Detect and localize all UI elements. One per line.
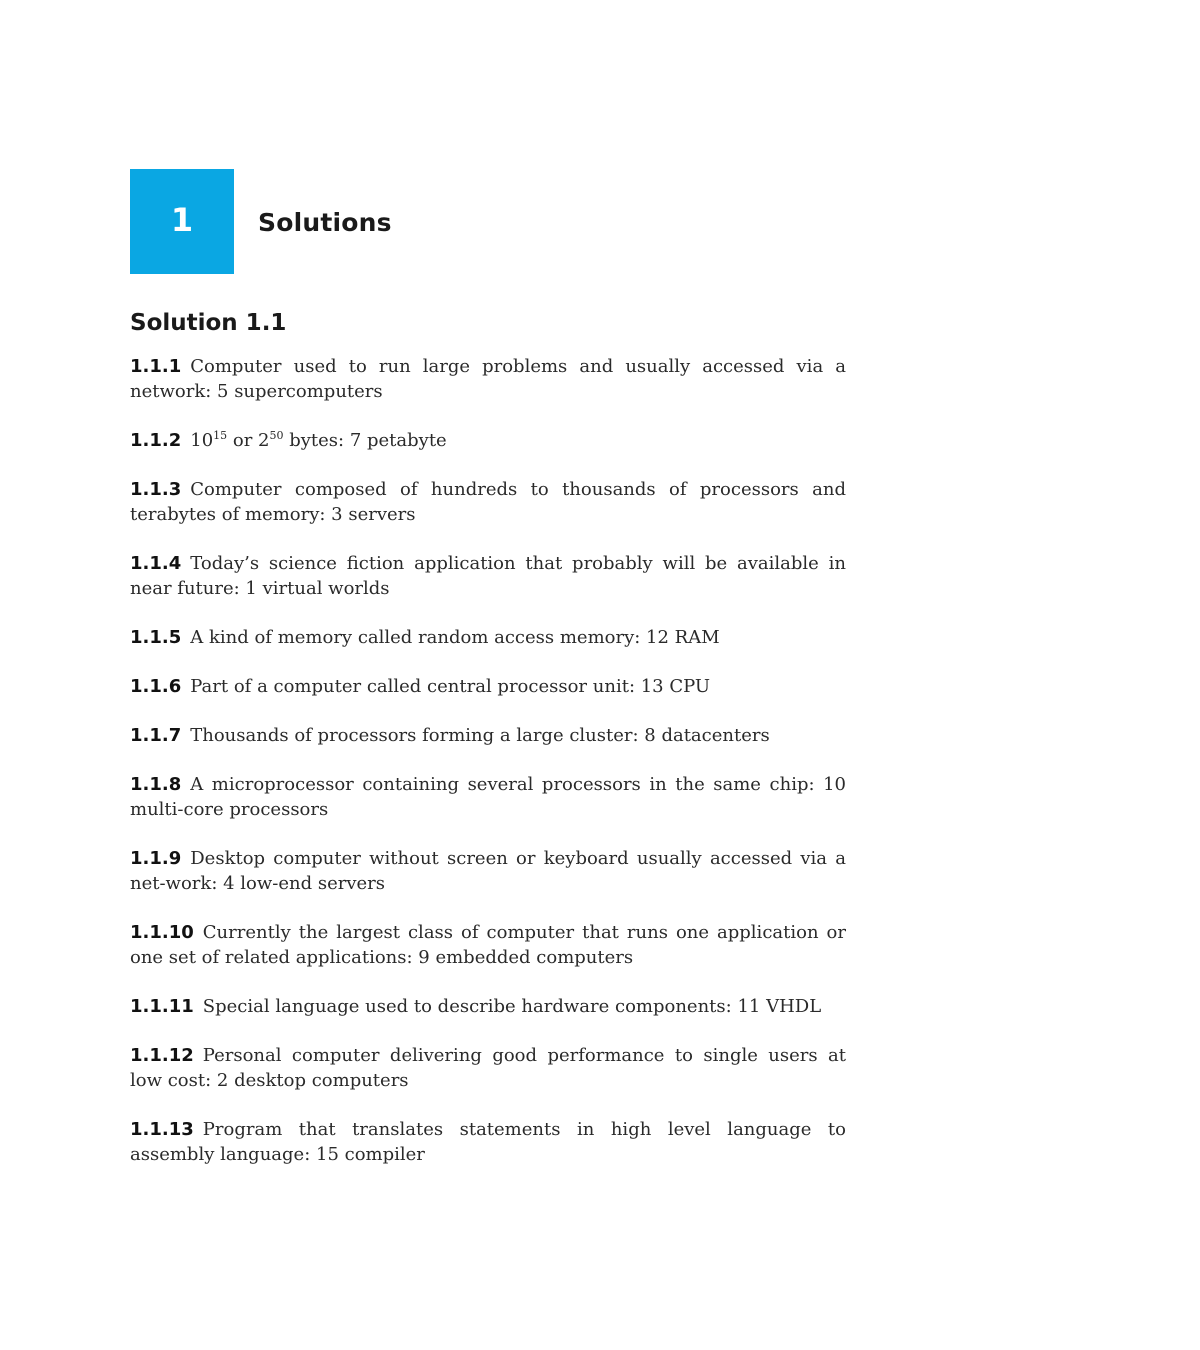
solution-number: 1.1.2 [130, 430, 182, 451]
solution-item [130, 551, 846, 601]
solution-text: Thousands of processors forming a large cluster: 8 datacenters [190, 725, 770, 746]
solution-text: A kind of memory called random access memory: 12 RAM [190, 627, 720, 648]
solution-number: 1.1.11 [130, 996, 194, 1017]
solution-item [130, 1117, 846, 1167]
chapter-title: Solutions [258, 208, 392, 237]
solution-text-mid: or 2 [227, 430, 270, 451]
solution-text: Desktop computer without screen or keyboard usually accessed via a net-work: 4 low-end servers [130, 848, 846, 894]
chapter-number: 1 [170, 200, 194, 239]
solution-item [130, 772, 846, 822]
exponent: 50 [269, 429, 284, 442]
solution-text-post: bytes: 7 petabyte [283, 430, 447, 451]
exponent: 15 [213, 429, 228, 442]
solution-item [130, 1043, 846, 1093]
solution-number: 1.1.7 [130, 725, 182, 746]
solution-number: 1.1.10 [130, 922, 194, 943]
solution-item [130, 354, 846, 404]
solution-number: 1.1.6 [130, 676, 182, 697]
section-heading: Solution 1.1 [130, 310, 287, 336]
solution-text: Computer composed of hundreds to thousands of processors and terabytes of memory: 3 servers [130, 479, 846, 525]
solution-text: Program that translates statements in high level language to assembly language: 15 compiler [130, 1119, 846, 1165]
solution-number: 1.1.12 [130, 1045, 194, 1066]
solution-item [130, 674, 846, 699]
solution-item [130, 846, 846, 896]
solution-text: Today’s science fiction application that probably will be available in near future: 1 virtual worlds [130, 553, 846, 599]
chapter-number-box [130, 169, 234, 274]
solution-text: Computer used to run large problems and usually accessed via a network: 5 supercomputers [130, 356, 846, 402]
solution-number: 1.1.3 [130, 479, 182, 500]
solution-number: 1.1.5 [130, 627, 182, 648]
solution-number: 1.1.13 [130, 1119, 194, 1140]
solution-item [130, 920, 846, 970]
solution-text: Personal computer delivering good performance to single users at low cost: 2 desktop computers [130, 1045, 846, 1091]
solution-text: A microprocessor containing several processors in the same chip: 10 multi-core processors [130, 774, 846, 820]
solution-text-base: 10 [190, 430, 214, 451]
solution-text: Part of a computer called central processor unit: 13 CPU [190, 676, 711, 697]
solution-text: Currently the largest class of computer that runs one application or one set of related applications: 9 embedded computers [130, 922, 846, 968]
solution-item [130, 625, 846, 650]
solution-item [130, 477, 846, 527]
solution-item [130, 428, 846, 453]
solution-text: Special language used to describe hardware components: 11 VHDL [202, 996, 822, 1017]
solution-item [130, 994, 846, 1019]
solutions-list [130, 354, 846, 1191]
solution-number: 1.1.4 [130, 553, 182, 574]
solution-number: 1.1.9 [130, 848, 182, 869]
solution-number: 1.1.1 [130, 356, 182, 377]
solution-item [130, 723, 846, 748]
solution-number: 1.1.8 [130, 774, 182, 795]
